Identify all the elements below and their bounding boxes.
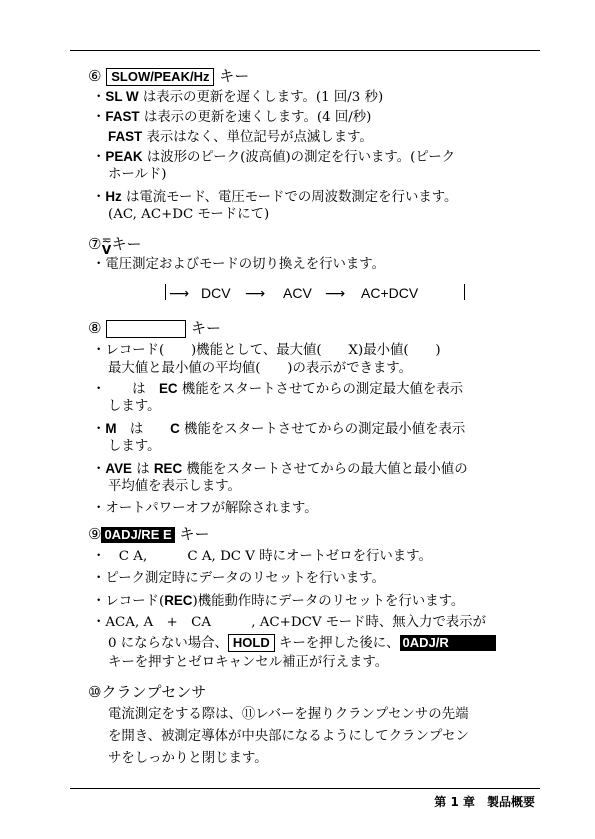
section-number: ⑨ (88, 525, 102, 543)
sec8-line-1: ・レコード( )機能として、最大値( X)最小値( ) (92, 343, 441, 358)
key-suffix: キー (219, 67, 250, 85)
arrow-icon: ⟶ (169, 286, 190, 302)
arrow-icon: ⟶ (245, 286, 266, 302)
key-suffix: キー (111, 235, 142, 253)
sec9-line-6: キーを押すとゼロキャンセル補正が行えます。 (108, 655, 389, 670)
section-6-heading (88, 66, 249, 86)
sec9-line-1: ・ C A, C A, DC V 時にオートゼロを行います。 (92, 549, 432, 564)
section-8-heading (88, 318, 221, 338)
sec9-line-5: 0 にならない場合、 HOLD キーを押した後に、 0ADJ/R (108, 634, 558, 653)
flow-acdcv: AC+DCV (361, 285, 419, 301)
sec6-line-4: ・PEAK は波形のピーク(波高値)の測定を行います。(ピーク (92, 149, 455, 165)
section-number: ⑧ (88, 319, 102, 337)
sec6-line-1: ・SL W は表示の更新を遅くします。(1 回/3 秒) (92, 89, 384, 105)
sec8-line-3: ・ は EC 機能をスタートさせてからの測定最大値を表示 (92, 381, 464, 397)
sec10-line-3: サをしっかりと閉じます。 (108, 751, 268, 766)
0adj-reset-key-label: 0ADJ/RE E (101, 527, 174, 543)
section-10-heading (88, 682, 206, 702)
sec8-line-4: します。 (108, 399, 161, 414)
slow-peak-hz-key-label: SLOW/PEAK/Hz (106, 68, 214, 86)
section-7-heading (88, 234, 142, 255)
section-9-heading (88, 524, 209, 544)
sec6-line-7: (AC, AC+DC モードにて) (108, 207, 270, 222)
chapter-footer: 第 1 章 製品概要 (434, 795, 535, 809)
sec8-line-9: ・オートパワーオフが解除されます。 (92, 501, 318, 516)
flow-dcv: DCV (201, 285, 231, 301)
blank-key-label (106, 320, 186, 338)
flow-right-bracket (460, 284, 465, 300)
sec8-line-5: ・M は C 機能をスタートさせてからの測定最小値を表示 (92, 421, 466, 437)
sec8-line-2: 最大値と最小値の平均値( )の表示ができます。 (108, 361, 412, 376)
mode-cycle-diagram (165, 282, 465, 304)
sec8-line-7: ・AVE は REC 機能をスタートさせてからの最大値と最小値の (92, 461, 468, 477)
key-suffix: キー (191, 319, 222, 337)
sec8-line-6: します。 (108, 439, 161, 454)
key-suffix: キー (179, 525, 210, 543)
section-number: ⑩ (88, 683, 102, 701)
sec9-line-2: ・ピーク測定時にデータのリセットを行います。 (92, 571, 385, 586)
section-number: ⑦ (88, 235, 102, 253)
sec6-line-3: FAST 表示はなく、単位記号が点滅します。 (108, 129, 373, 145)
sec7-line-1: ・電圧測定およびモードの切り換えを行います。 (92, 257, 385, 272)
sec10-line-2: を開き、被測定導体が中央部になるようにしてクランプセン (108, 729, 469, 744)
sec6-line-6: ・Hz は電流モード、電圧モードでの周波数測定を行います。 (92, 189, 458, 205)
top-rule (70, 50, 540, 51)
sec9-line-3: ・レコード(REC)機能動作時にデータのリセットを行います。 (92, 593, 465, 609)
sec6-line-5: ホールド) (108, 167, 167, 182)
voltage-symbol-icon: ≂ V (101, 232, 112, 257)
arrow-icon: ⟶ (325, 286, 346, 302)
0adj-key-label: 0ADJ/R (400, 635, 496, 651)
sec10-line-1: 電流測定をする際は、⑪レバーを握りクランプセンサの先端 (108, 707, 469, 722)
section-title: クランプセンサ (101, 683, 207, 701)
sec9-line-4: ・ACA, A + CA , AC+DCV モード時、無入力で表示が (92, 615, 486, 630)
section-number: ⑥ (88, 67, 102, 85)
sec8-line-8: 平均値を表示します。 (108, 479, 241, 494)
sec6-line-2: ・FAST は表示の更新を速くします。(4 回/秒) (92, 109, 372, 125)
hold-key-label: HOLD (228, 634, 275, 652)
flow-acv: ACV (283, 285, 312, 301)
bottom-rule (70, 788, 540, 789)
